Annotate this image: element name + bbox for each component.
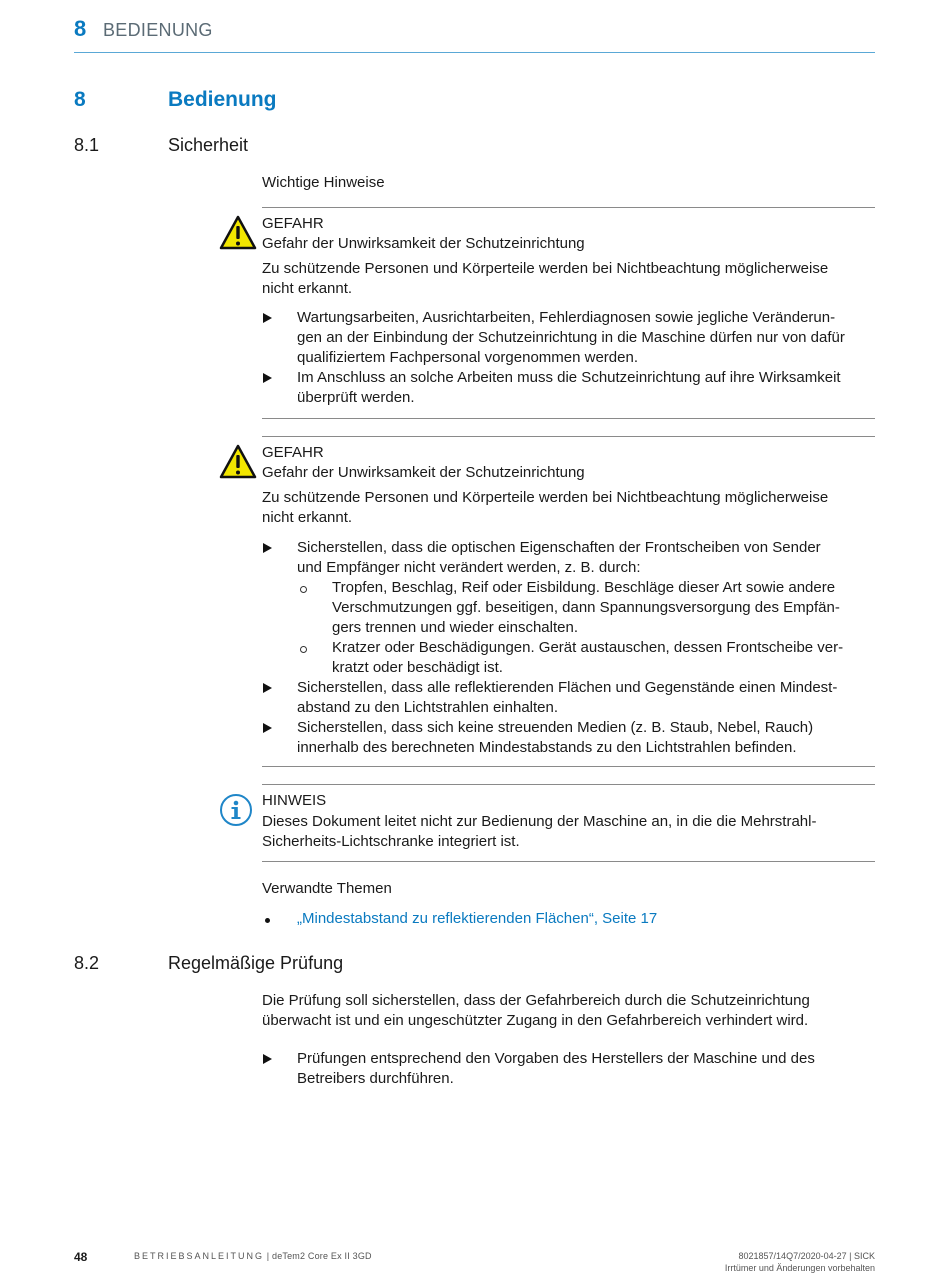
notice-label: HINWEIS xyxy=(262,792,327,809)
bullet-dot-icon xyxy=(265,918,270,923)
related-topic-link[interactable]: „Mindestabstand zu reflektierenden Flächen“, Seite 17 xyxy=(262,909,875,929)
list-item: Prüfungen entsprechend den Vorgaben des Herstellers der Maschine und des Betreibers durchführen. xyxy=(262,1049,875,1089)
list-item: Sicherstellen, dass alle reflektierenden Flächen und Gegenstände einen Mindest- abstand zu den Lichtstrahlen einhalten. xyxy=(262,678,875,718)
chapter-number: 8 xyxy=(74,88,86,111)
running-header-chapter-number: 8 xyxy=(74,16,87,41)
list-item: Sicherstellen, dass die optischen Eigenschaften der Frontscheiben von Sender und Empfänger nicht verändert werden, z. B. durch: Tropfen, Beschlag, Reif oder Eisbildung. Beschläge dieser Art sowie andere Verschmutzungen ggf. beseitigen, dann Spannungsversorgung des Empfän- gers trennen und wieder einschalten. Kratzer oder Beschädigungen. Gerät austauschen, dessen Frontscheibe ver- kratzt oder beschädigt ist. xyxy=(262,538,875,678)
divider xyxy=(262,784,875,785)
footer-product: deTem2 Core Ex II 3GD xyxy=(271,1251,372,1261)
warning-triangle-icon xyxy=(219,444,257,480)
important-notes-label: Wichtige Hinweise xyxy=(262,174,385,191)
section-8-2-number: 8.2 xyxy=(74,953,100,973)
warning-triangle-icon xyxy=(219,215,257,251)
danger-2-subtitle: Gefahr der Unwirksamkeit der Schutzeinrichtung xyxy=(262,464,585,481)
danger-1-subtitle: Gefahr der Unwirksamkeit der Schutzeinrichtung xyxy=(262,235,585,252)
bullet-arrow-icon xyxy=(263,723,272,733)
bullet-arrow-icon xyxy=(263,1054,272,1064)
footer-disclaimer: Irrtümer und Änderungen vorbehalten xyxy=(724,1263,875,1273)
divider xyxy=(262,436,875,437)
footer-separator: | xyxy=(266,1251,270,1261)
list-item: Sicherstellen, dass sich keine streuenden Medien (z. B. Staub, Nebel, Rauch) innerhalb des berechneten Mindestabstands zu den Lichtstrahlen befinden. xyxy=(262,718,875,758)
info-icon xyxy=(219,793,253,827)
sub-list-item: Kratzer oder Beschädigungen. Gerät austauschen, dessen Frontscheibe ver- kratzt oder beschädigt ist. xyxy=(297,638,875,678)
bullet-circle-icon xyxy=(300,646,307,653)
section-8-2-instructions xyxy=(262,1049,875,1089)
bullet-arrow-icon xyxy=(263,683,272,693)
danger-2-label: GEFAHR xyxy=(262,444,324,461)
list-item: Im Anschluss an solche Arbeiten muss die Schutzeinrichtung auf ihre Wirksamkeit überprüft werden. xyxy=(262,368,875,408)
divider xyxy=(262,861,875,862)
bullet-arrow-icon xyxy=(263,543,272,553)
divider xyxy=(262,766,875,767)
footer-document-info xyxy=(134,1251,372,1261)
danger-2-instructions xyxy=(262,538,875,758)
footer-doc-id: 8021857/14Q7/2020-04-27 xyxy=(738,1251,847,1261)
section-8-2-body: Die Prüfung soll sicherstellen, dass der Gefahrbereich durch die Schutzeinrichtung überwacht ist und ein ungeschützter Zugang in den Gefahrbereich verhindert wird. xyxy=(262,992,810,1029)
bullet-arrow-icon xyxy=(263,373,272,383)
sub-list xyxy=(297,578,875,678)
footer-right: 8021857/14Q7/2020-04-27 | SICK Irrtümer und Änderungen vorbehalten xyxy=(724,1251,875,1273)
footer-doc-type: BETRIEBSANLEITUNG xyxy=(134,1251,265,1261)
running-header-chapter-title: BEDIENUNG xyxy=(103,20,213,40)
list-item: Wartungsarbeiten, Ausrichtarbeiten, Fehlerdiagnosen sowie jegliche Veränderun- gen an der Einbindung der Schutzeinrichtung in die Maschine dürfen nur von dafür qualifiziertem Fachpersonal vorgenommen werden. xyxy=(262,308,875,368)
danger-1-instructions xyxy=(262,308,875,408)
related-topics-list xyxy=(262,909,875,929)
header-divider xyxy=(74,52,875,53)
divider xyxy=(262,418,875,419)
danger-1-label: GEFAHR xyxy=(262,215,324,232)
bullet-arrow-icon xyxy=(263,313,272,323)
section-8-1-title: Sicherheit xyxy=(168,135,249,155)
page-number: 48 xyxy=(74,1250,88,1264)
related-topics-label: Verwandte Themen xyxy=(262,880,392,897)
section-8-1-number: 8.1 xyxy=(74,135,100,155)
bullet-circle-icon xyxy=(300,586,307,593)
divider xyxy=(262,207,875,208)
sub-list-item: Tropfen, Beschlag, Reif oder Eisbildung. Beschläge dieser Art sowie andere Verschmutzungen ggf. beseitigen, dann Spannungsversorgung des Empfän- gers trennen und wieder einschalten. xyxy=(297,578,875,638)
notice-body: Dieses Dokument leitet nicht zur Bedienung der Maschine an, in die die Mehrstrahl- Sicherheits-Lichtschranke integriert ist. xyxy=(262,813,817,850)
footer-brand: SICK xyxy=(853,1251,875,1261)
danger-2-body: Zu schützende Personen und Körperteile werden bei Nichtbeachtung möglicherweise nicht erkannt. xyxy=(262,489,829,526)
section-8-2-title: Regelmäßige Prüfung xyxy=(168,953,344,973)
chapter-title: Bedienung xyxy=(168,88,277,111)
danger-1-body: Zu schützende Personen und Körperteile werden bei Nichtbeachtung möglicherweise nicht erkannt. xyxy=(262,260,829,297)
